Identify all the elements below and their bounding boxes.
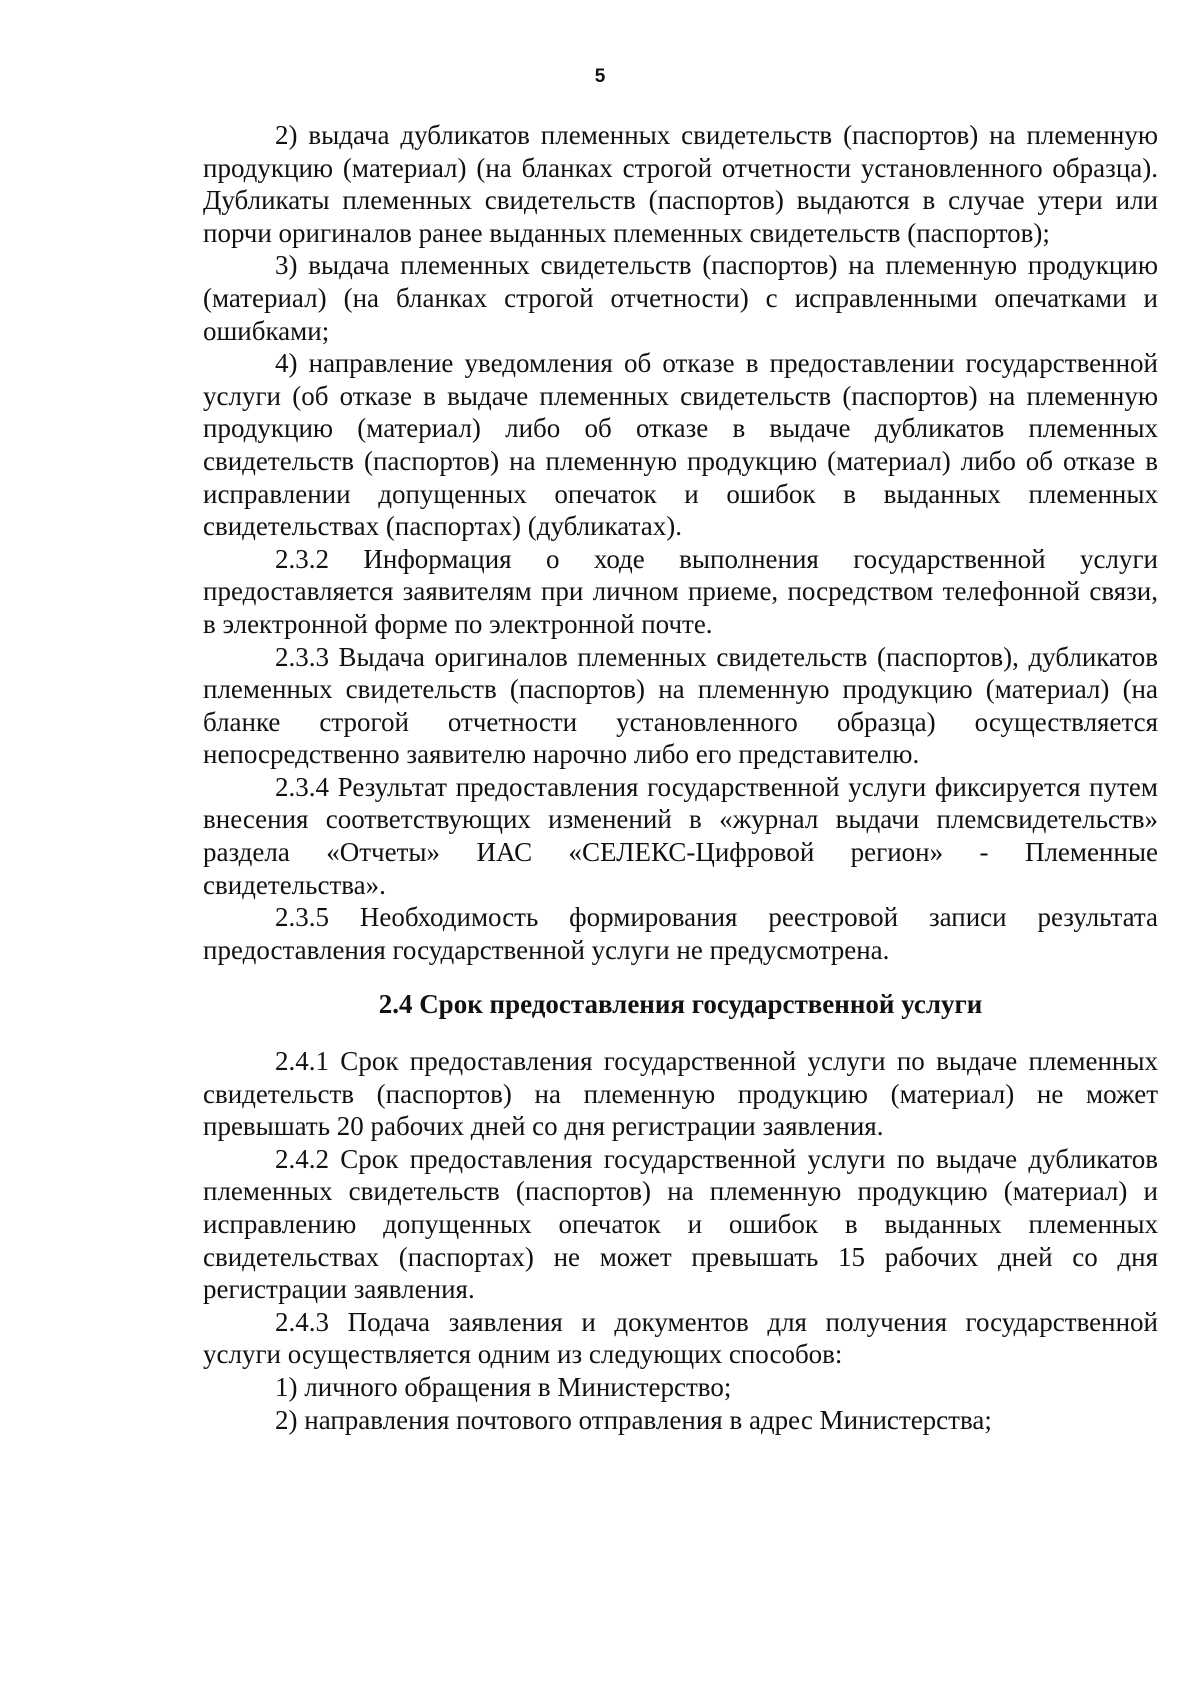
section-heading-2-4: 2.4 Срок предоставления государственной услуги xyxy=(378,989,983,1020)
paragraph-2-3-3: 2.3.3 Выдача оригиналов племенных свидетельств (паспортов), дубликатов племенных свидетельств (паспортов) на племенную продукцию (материал) (на бланке строгой отчетности установленного образца) осуществляется непосредственно заявителю нарочно либо его представителю. xyxy=(203,641,1158,770)
page-number: 5 xyxy=(594,66,606,87)
document-body xyxy=(203,119,1158,1436)
paragraph-2-3-2: 2.3.2 Информация о ходе выполнения государственной услуги предоставляется заявителям при личном приеме, посредством телефонной связи, в электронной форме по электронной почте. xyxy=(203,543,1158,639)
paragraph-2-3-5: 2.3.5 Необходимость формирования реестровой записи результата предоставления государственной услуги не предусмотрена. xyxy=(203,902,1158,965)
paragraph-item-2-duplicates: 2) выдача дубликатов племенных свидетельств (паспортов) на племенную продукцию (материал) (на бланках строгой отчетности установленного образца). Дубликаты племенных свидетельств (паспортов) выдаются в случае утери или порчи оригиналов ранее выданных племенных свидетельств (паспортов); xyxy=(203,120,1158,248)
paragraph-2-4-1: 2.4.1 Срок предоставления государственной услуги по выдаче племенных свидетельств (паспортов) на племенную продукцию (материал) не может превышать 20 рабочих дней со дня регистрации заявления. xyxy=(203,1046,1158,1142)
submission-method-postal: 2) направления почтового отправления в адрес Министерства; xyxy=(275,1404,992,1435)
paragraph-2-4-2: 2.4.2 Срок предоставления государственной услуги по выдаче дубликатов племенных свидетельств (паспортов) на племенную продукцию (материал) и исправлению допущенных опечаток и ошибок в выданных племенных свидетельствах (паспортах) не может превышать 15 рабочих дней со дня регистрации заявления. xyxy=(203,1143,1158,1305)
paragraph-2-3-4: 2.3.4 Результат предоставления государственной услуги фиксируется путем внесения соответствующих изменений в «журнал выдачи племсвидетельств» раздела «Отчеты» ИАС «СЕЛЕКС-Цифровой регион» - Племенные свидетельства». xyxy=(203,771,1158,900)
paragraph-2-4-3: 2.4.3 Подача заявления и документов для получения государственной услуги осуществляется одним из следующих способов: xyxy=(203,1306,1158,1370)
paragraph-item-4-refusal-notice: 4) направление уведомления об отказе в предоставлении государственной услуги (об отказе в выдаче племенных свидетельств (паспортов) на племенную продукцию (материал) либо об отказе в выдаче дубликатов племенных свидетельств (паспортов) на племенную продукцию (материал) либо об отказе в исправлении допущенных опечаток и ошибок в выданных племенных свидетельствах (паспортах) (дубликатах). xyxy=(203,348,1158,542)
submission-method-in-person: 1) личного обращения в Министерство; xyxy=(275,1371,732,1402)
paragraph-item-3-corrections: 3) выдача племенных свидетельств (паспортов) на племенную продукцию (материал) (на бланках строгой отчетности) с исправленными опечатками и ошибками; xyxy=(203,250,1158,346)
